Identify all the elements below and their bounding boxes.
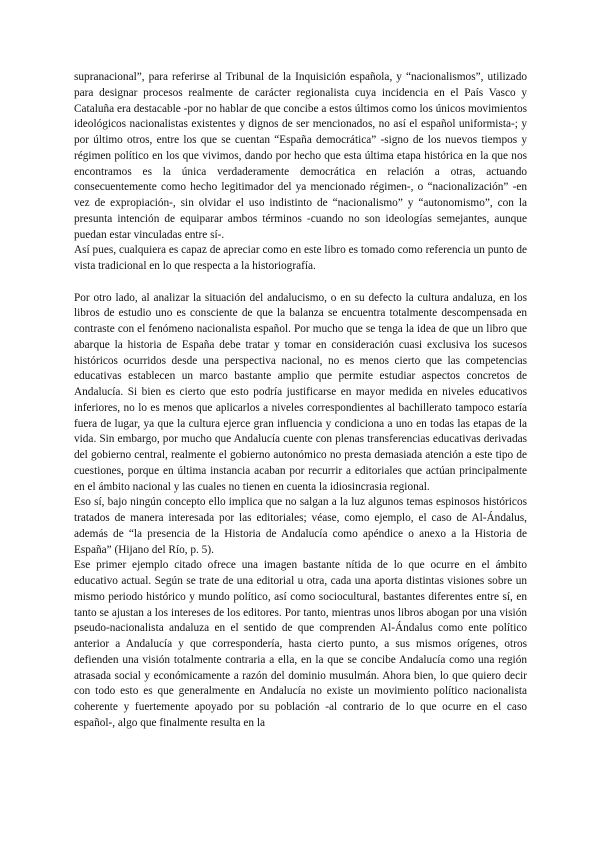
paragraph-primer-ejemplo: Ese primer ejemplo citado ofrece una imagen bastante nítida de lo que ocurre en el ámbito educativo actual. Según se trate de una editorial u otra, cada una aporta distintas visiones sobre un mismo periodo histórico y mundo político, así como sociocultural, bastantes diferentes entre sí, en tanto se ajustan a los intereses de los editores. Por tanto, mientras unos libros abogan por una visión pseudo-nacionalista andaluza en el sentido de que comprenden Al-Ándalus como ente político anterior a Andalucía y que correspondería, hasta cierto punto, a sus mismos orígenes, otros defienden una visión totalmente contraria a ella, en la que se concibe Andalucía como una región atrasada social y económicamente a razón del dominio musulmán. Ahora bien, lo que quiero decir con todo esto es que generalmente en Andalucía no existe un movimiento político nacionalista coherente y fuertemente apoyado por su población -al contrario de lo que ocurre en el caso español-, algo que finalmente resulta en la xyxy=(74,559,527,729)
paragraph-andalucismo: Por otro lado, al analizar la situación del andalucismo, o en su defecto la cultura andaluza, en los libros de estudio uno es consciente de que la balanza se encuentra totalmente descompensada en contraste con el fenómeno nacionalista español. Por mucho que se tenga la idea de que un libro que abarque la historia de España debe tratar y tomar en consideración cuasi exclusiva los sucesos históricos ocurridos desde una perspectiva nacional, no es menos cierto que las competencias educativas establecen un marco bastante amplio que permite estudiar aspectos concretos de Andalucía. Si bien es cierto que esto podría justificarse en mayor medida en niveles educativos inferiores, no lo es menos que aplicarlos a niveles correspondientes al bachillerato tampoco estaría fuera de lugar, ya que la cultura ejerce gran influencia y condiciona a uno en todas las etapas de la vida. Sin embargo, por mucho que Andalucía cuente con plenas transferencias educativas derivadas del gobierno central, realmente el gobierno autonómico no presta demasiada atención a este tipo de cuestiones, porque en última instancia acaban por recurrir a editoriales que actúan principalmente en el ámbito nacional y las cuales no tienen en cuenta la idiosincrasia regional. xyxy=(74,291,527,493)
paragraph-eso-si: Eso sí, bajo ningún concepto ello implica que no salgan a la luz algunos temas espinosos históricos tratados de manera interesada por las editoriales; véase, como ejemplo, el caso de Al-Ándalus, además de “la presencia de la Historia de Andalucía como apéndice o anexo a la Historia de España” (Hijano del Río, p. 5). xyxy=(74,496,527,556)
paragraph-spacer xyxy=(74,275,527,291)
paragraph-supranacional: supranacional”, para referirse al Tribunal de la Inquisición española, y “nacionalismos”, utilizado para designar procesos realmente de carácter regionalista cuya incidencia en el País Vasco y Cataluña era destacable -por no hablar de que concibe a estos últimos como los únicos movimientos ideológicos nacionalistas existentes y dignos de ser mencionados, no así el español uniformista-; y por último otros, entre los que se cuentan “España democrática” -signo de los nuevos tiempos y régimen político en los que vivimos, dando por hecho que esta última etapa histórica en la que nos encontramos es la única verdaderamente democrática en relación a otras, actuando consecuentemente como hecho legitimador del ya mencionado régimen-, o “nacionalización” -en vez de expropiación-, sin olvidar el uso indistinto de “nacionalismo” y “autonomismo”, con la presunta intención de equiparar ambos términos -cuando no son ideologías semejantes, aunque puedan estar vinculadas entre sí-. xyxy=(74,71,527,241)
paragraph-asi-pues: Así pues, cualquiera es capaz de apreciar como en este libro es tomado como referencia un punto de vista tradicional en lo que respecta a la historiografía. xyxy=(74,244,527,272)
